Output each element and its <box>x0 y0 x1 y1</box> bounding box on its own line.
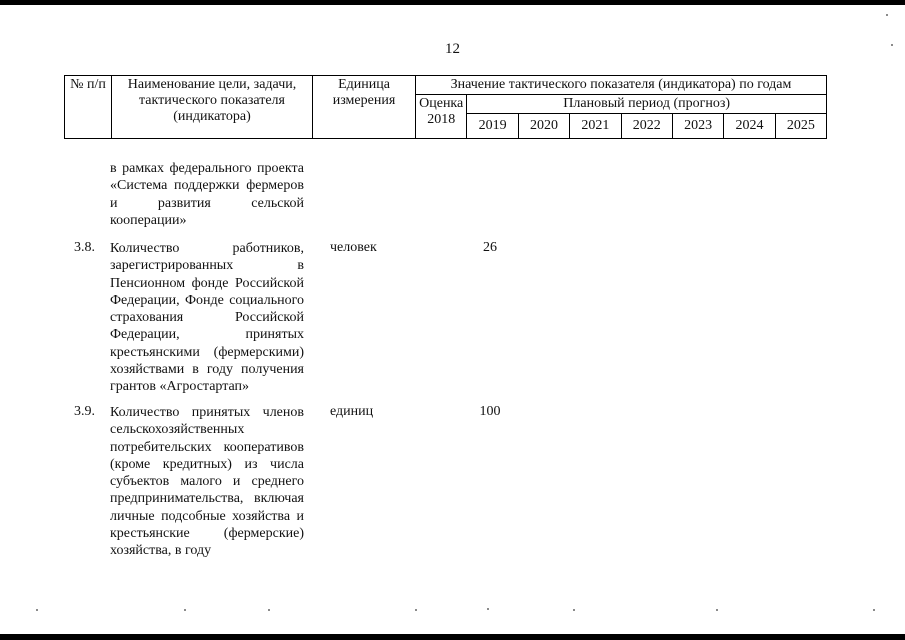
row-estimate-2018: 100 <box>479 404 501 419</box>
scan-border-top <box>0 0 905 5</box>
scan-speck <box>36 609 38 611</box>
scan-speck <box>415 609 417 611</box>
header-year: 2019 <box>467 114 518 139</box>
header-plan-period: Плановый период (прогноз) <box>467 95 827 114</box>
scan-speck <box>716 609 718 611</box>
header-year: 2021 <box>570 114 621 139</box>
header-estimate: Оценка 2018 <box>416 95 467 139</box>
header-year: 2024 <box>724 114 775 139</box>
scan-speck <box>184 609 186 611</box>
header-num: № п/п <box>65 76 112 139</box>
row-unit: человек <box>330 240 377 255</box>
header-year: 2025 <box>775 114 826 139</box>
row-name-continuation: в рамках федерального проекта «Система поддержки фермеров и развития сельской кооперации» <box>110 161 304 228</box>
scan-speck <box>886 14 888 16</box>
scan-speck <box>891 44 893 46</box>
scan-border-bottom <box>0 634 905 640</box>
scan-speck <box>573 609 575 611</box>
row-estimate-2018: 26 <box>483 240 497 255</box>
header-values-by-year: Значение тактического показателя (индикатора) по годам <box>416 76 827 95</box>
header-year: 2023 <box>672 114 723 139</box>
row-unit: единиц <box>330 404 374 419</box>
scan-speck <box>873 609 875 611</box>
header-name: Наименование цели, задачи, тактического показателя (индикатора) <box>112 76 313 139</box>
row-name: Количество принятых членов сельскохозяйственных потребительских кооперативов (кроме кредитных) из числа субъектов малого и среднего предпринимательства, включая личные подсобные хозяйства и крестьянские (фермерские) хозяйства, в году <box>110 405 304 559</box>
header-year: 2022 <box>621 114 672 139</box>
row-number: 3.8. <box>74 240 95 255</box>
row-number: 3.9. <box>74 404 95 419</box>
header-unit: Единица измерения <box>313 76 416 139</box>
scan-speck <box>268 609 270 611</box>
page-number: 12 <box>445 41 460 57</box>
row-name: Количество работников, зарегистрированных в Пенсионном фонде Российской Федерации, Фонде социального страхования Российской Федерации, принятых крестьянскими (фермерскими) хозяйствами в году получения грантов «Агростартап» <box>110 241 304 395</box>
header-year: 2020 <box>518 114 569 139</box>
indicator-table-header <box>64 75 827 139</box>
scan-speck <box>487 608 489 610</box>
